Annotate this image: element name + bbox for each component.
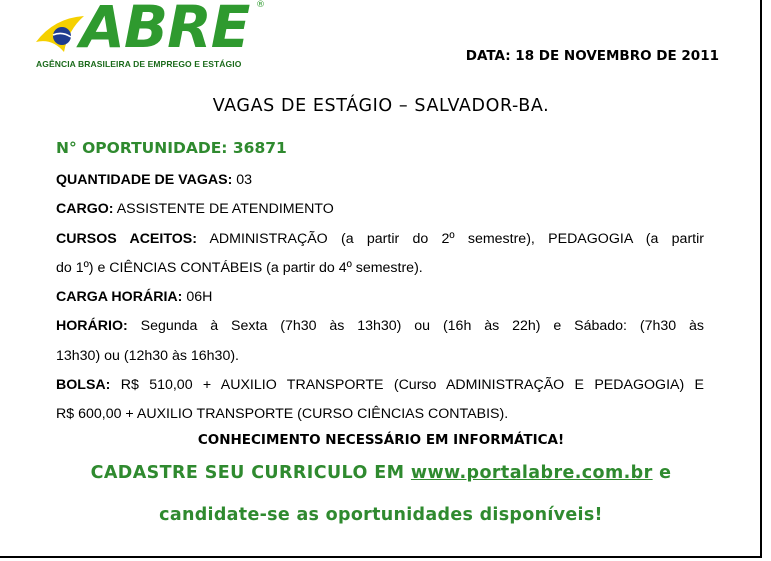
horario-value-line1: Segunda à Sexta (7h30 às 13h30) ou (16h às 22h) e Sábado: (7h30 às: [127, 318, 704, 335]
cta-line1: [0, 463, 762, 483]
vagas-row: [56, 166, 704, 195]
page-title: VAGAS DE ESTÁGIO – SALVADOR-BA.: [212, 96, 550, 116]
vagas-value: 03: [232, 172, 253, 188]
horario-label: HORÁRIO:: [56, 318, 128, 335]
opportunity-number: N° OPORTUNIDADE: 36871: [56, 139, 287, 157]
requirement-note: CONHECIMENTO NECESSÁRIO EM INFORMÁTICA!: [197, 432, 565, 448]
horario-value-line2: 13h30) ou (12h30 às 16h30).: [56, 347, 240, 364]
registered-mark: ®: [256, 0, 265, 10]
cargo-label: CARGO:: [56, 201, 114, 218]
bolsa-value-line1: R$ 510,00 + AUXILIO TRANSPORTE (Curso ADMINISTRAÇÃO E PEDAGOGIA) E: [110, 377, 704, 394]
vagas-label: QUANTIDADE DE VAGAS:: [56, 172, 233, 188]
cursos-row-cont: [56, 254, 704, 283]
cta-suffix: e: [652, 463, 672, 483]
portal-link[interactable]: www.portalabre.com.br: [410, 463, 653, 483]
cursos-label: CURSOS ACEITOS:: [56, 230, 197, 247]
logo-tagline: AGÊNCIA BRASILEIRA DE EMPREGO E ESTÁGIO: [36, 59, 242, 69]
document-date: DATA: 18 DE NOVEMBRO DE 2011: [465, 48, 719, 64]
cta-line2: candidate-se as oportunidades disponíveis!: [159, 505, 603, 525]
carga-label: CARGA HORÁRIA:: [56, 289, 183, 306]
bolsa-row: [56, 371, 704, 400]
cursos-row: [56, 225, 704, 254]
bolsa-row-cont: [56, 400, 704, 429]
cta-prefix: CADASTRE SEU CURRICULO EM: [90, 463, 411, 483]
logo-wordmark: ABRE: [80, 0, 250, 61]
cursos-value-line1: ADMINISTRAÇÃO (a partir do 2º semestre), PEDAGOGIA (a partir: [196, 230, 704, 247]
horario-row: [56, 312, 704, 341]
abre-logo: [34, 0, 266, 72]
job-details: [56, 166, 704, 430]
carga-value: 06H: [182, 289, 213, 306]
bolsa-label: BOLSA:: [56, 377, 111, 394]
cursos-value-line2: do 1º) e CIÊNCIAS CONTÁBEIS (a partir do 4º semestre).: [56, 259, 423, 276]
cargo-row: [56, 195, 704, 224]
carga-row: [56, 283, 704, 312]
bolsa-value-line2: R$ 600,00 + AUXILIO TRANSPORTE (CURSO CIÊNCIAS CONTABIS).: [56, 406, 509, 423]
horario-row-cont: [56, 342, 704, 371]
cargo-value: ASSISTENTE DE ATENDIMENTO: [113, 201, 334, 218]
